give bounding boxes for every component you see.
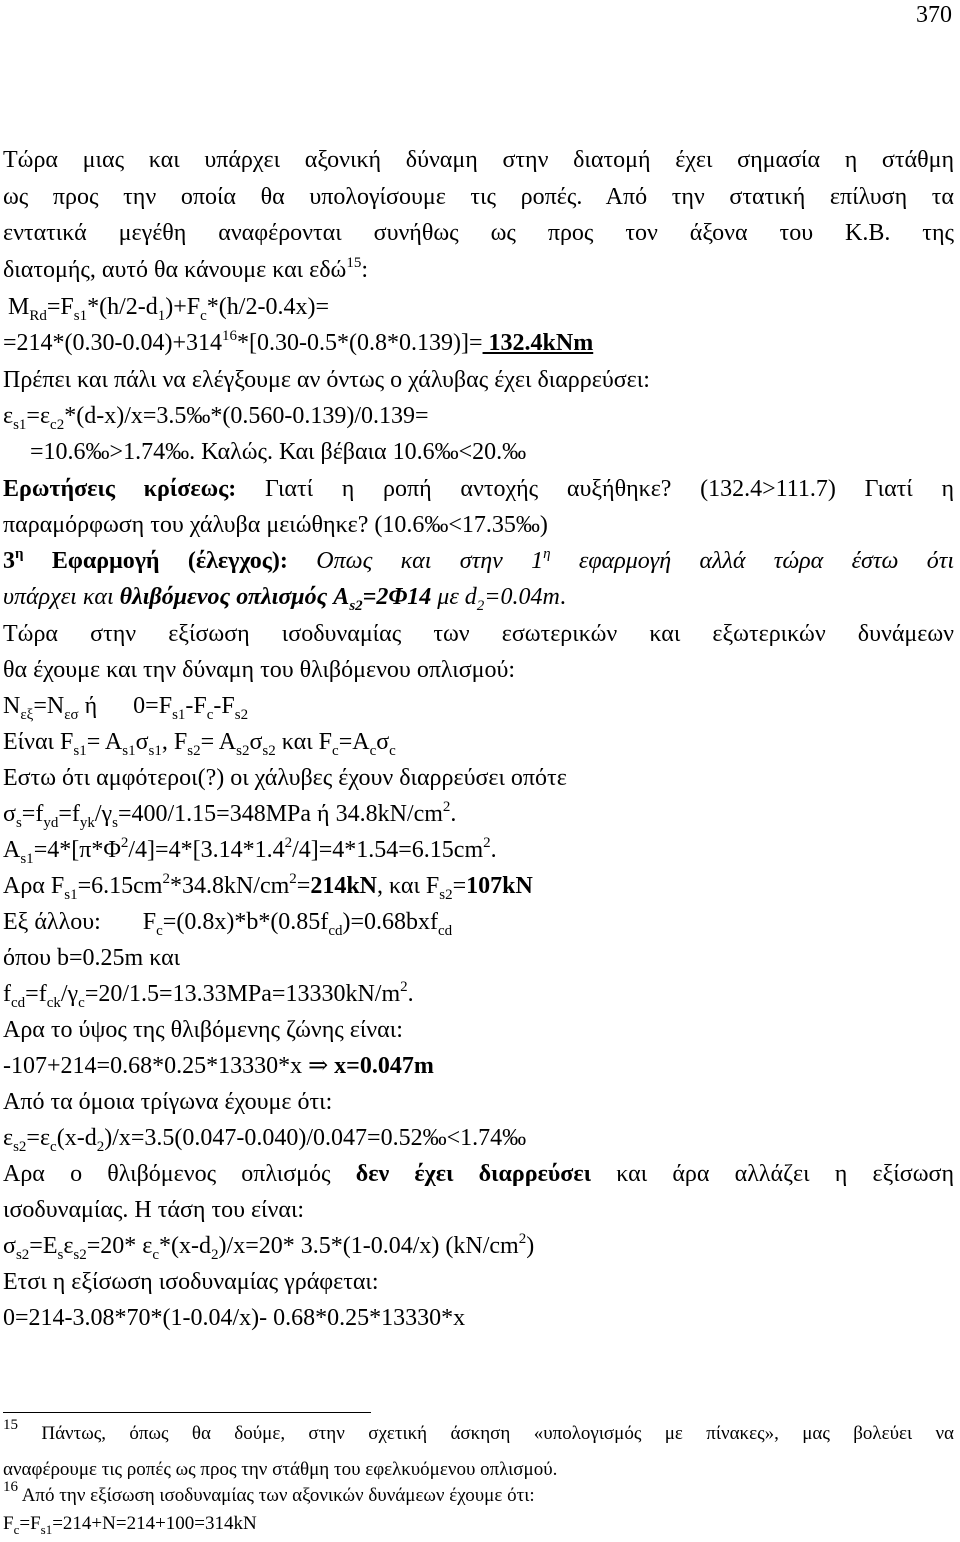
text-line: διατομής, αυτό θα κάνουμε και εδώ$^{15}$: — [3, 255, 368, 283]
text-line: ως προς την οποία θα υπολογίσουμε τις ροπές. Από την στατική επίλυση τα — [3, 184, 954, 210]
footnote-16: $^{16}$ Από την εξίσωση ισοδυναμίας των αξονικών δυνάμεων έχουμε ότι: — [3, 1479, 535, 1506]
equation: $\sigma_s=f_{yd}=f_{yk}/\gamma_s=400/1.15=348MPa$ ή $34.8kN/cm^2$. — [3, 799, 457, 831]
result: 132.4kNm — [482, 330, 594, 356]
equation: $N_{\varepsilon\xi}=N_{\varepsilon\sigma}$ ή $0=F_{s1}-F_c-F_{s2}$ — [3, 693, 249, 723]
equation: -107+214=0.68*0.25*13330*x ⇒ x=0.047m — [3, 1053, 434, 1079]
equation: $M_{Rd}=F_{s1}*(h/2-d_1)+F_c*(h/2-0.4x)=$ — [8, 294, 329, 324]
text-line: Εστω ότι αμφότεροι(?) οι χάλυβες έχουν διαρρεύσει οπότε — [3, 765, 567, 791]
footnote-ref: 16 — [222, 328, 238, 344]
equation: Εξ άλλου: $F_c=(0.8x)*b*(0.85f_{cd})=0.68bxf_{cd}$ — [3, 909, 453, 939]
footnote-separator — [3, 1412, 371, 1413]
footnote-15: $^{15}$ Πάντως, όπως θα δούμε, στην σχετική άσκηση «υπολογισμός με πίνακες», μας βολεύει να — [3, 1417, 954, 1444]
text-line: Τώρα μιας και υπάρχει αξονική δύναμη στην διατομή έχει σημασία η στάθμη — [3, 147, 954, 173]
equation: $=214*(0.30-0.04)+314^{16}*[0.30-0.5*(0.8*0.139)]= 132.4kNm$ — [3, 328, 594, 356]
text-line: υπάρχει και θλιβόμενος οπλισμός $A_{s2}=2\Phi 14$ με $d_2=0.04m$. — [3, 584, 566, 614]
equation: $f_{cd}=f_{ck}/\gamma_c=20/1.5=13.33MPa=13330kN/m^2$. — [3, 979, 414, 1011]
text-line: Από τα όμοια τρίγωνα έχουμε ότι: — [3, 1089, 333, 1115]
equation: Είναι $F_{s1}= A_{s1}\sigma_{s1}$, $F_{s2}= A_{s2}\sigma_{s2}$ και $F_c=A_c\sigma_c$ — [3, 729, 396, 759]
text-line: Ερωτήσεις κρίσεως: Γιατί η ροπή αντοχής αυξήθηκε? (132.4>111.7) Γιατί η — [3, 476, 955, 502]
equation: $\sigma_{s2}=E_s\varepsilon_{s2}=20*$ $\varepsilon_c*(x-d_2)/x=20*$ 3.5*(1-0.04/x) $(kN/cm^2)$ — [3, 1231, 535, 1263]
text-line: Πρέπει και πάλι να ελέγξουμε αν όντως ο χάλυβας έχει διαρρεύσει: — [3, 367, 650, 393]
text-line: =10.6‰>1.74‰. Καλώς. Και βέβαια 10.6‰<20.‰ — [30, 439, 527, 465]
text-line: Αρα το ύψος της θλιβόμενης ζώνης είναι: — [3, 1017, 403, 1043]
text-line: Τώρα στην εξίσωση ισοδυναμίας των εσωτερικών και εξωτερικών δυνάμεων — [3, 621, 954, 647]
text-line: ισοδυναμίας. Η τάση του είναι: — [3, 1197, 305, 1223]
equation: Αρα $F_{s1}=6.15cm^2*34.8kN/cm^2=214kN$, και $F_{s2}=107kN$ — [3, 871, 533, 903]
implies-icon: ⇒ — [308, 1053, 329, 1079]
text-line: όπου b=0.25m και — [3, 945, 181, 971]
equation: 0=214-3.08*70*(1-0.04/x)- 0.68*0.25*13330*x — [3, 1305, 466, 1331]
text-line: $3^\eta$ Εφαρμογή (έλεγχος): Οπως και στην $1^\eta$ εφαρμογή αλλά τώρα έστω ότι — [3, 546, 955, 574]
equation: $\varepsilon_{s2}=\varepsilon_c(x-d_2)/x=3.5(0.047-0.040)/0.047=0.52‰<1.74‰$ — [3, 1125, 527, 1155]
text-line: εντατικά μεγέθη αναφέρονται συνήθως ως προς τον άξονα του Κ.Β. της — [3, 220, 954, 246]
text-line: Αρα ο θλιβόμενος οπλισμός δεν έχει διαρρεύσει και άρα αλλάζει η εξίσωση — [3, 1161, 954, 1187]
text-line: θα έχουμε και την δύναμη του θλιβόμενου οπλισμού: — [3, 657, 516, 683]
text-line: παραμόρφωση του χάλυβα μειώθηκε? (10.6‰<17.35‰) — [3, 512, 548, 538]
equation: $\varepsilon_{s1}=\varepsilon_{c2}*(d-x)/x=3.5‰*(0.560-0.139)/0.139=$ — [3, 403, 429, 433]
page-number: 370 — [916, 2, 952, 28]
text-line: Ετσι η εξίσωση ισοδυναμίας γράφεται: — [3, 1269, 379, 1295]
footnote-15-cont: αναφέρουμε τις ροπές ως προς την στάθμη του εφελκυόμενου οπλισμού. — [3, 1459, 558, 1480]
footnote-ref: 15 — [346, 255, 362, 271]
footnote-16-cont: $F_c=F_{s1}=214+N=214+100=314kN$ — [3, 1513, 257, 1537]
equation: $A_{s1}=4*[\pi*\Phi^2/4]=4*[3.14*1.4^2/4]=4*1.54=6.15cm^2$. — [3, 835, 497, 867]
